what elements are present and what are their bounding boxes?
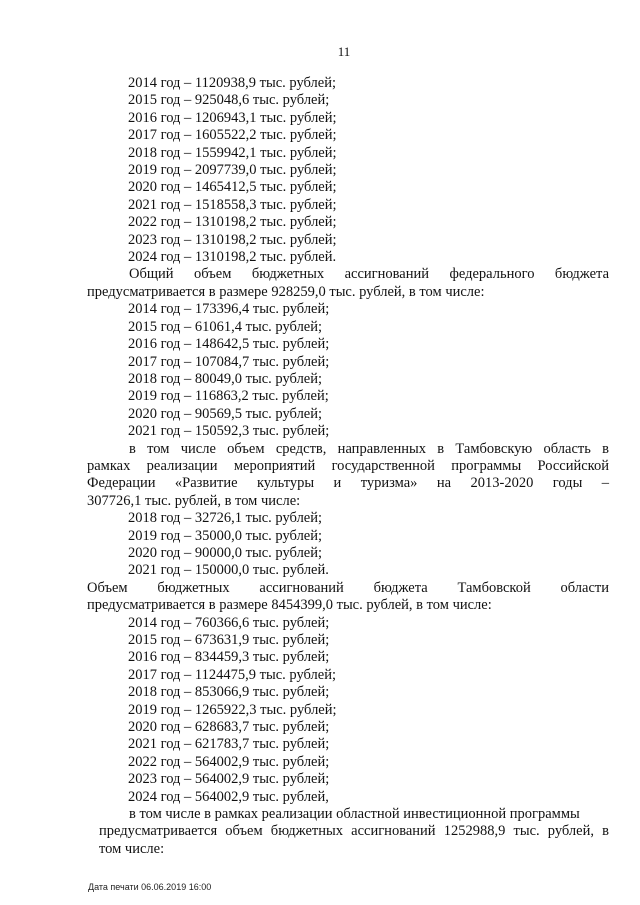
list-item: 2023 год – 1310198,2 тыс. рублей; bbox=[128, 231, 337, 248]
list-item: 2019 год – 1265922,3 тыс. рублей; bbox=[128, 701, 337, 718]
list-item: 2020 год – 90569,5 тыс. рублей; bbox=[128, 405, 323, 422]
list-item: 2017 год – 107084,7 тыс. рублей; bbox=[128, 353, 330, 370]
tambov-transfer-paragraph bbox=[86, 441, 609, 511]
list-item: 2015 год – 673631,9 тыс. рублей; bbox=[128, 632, 330, 648]
paragraph-line: рамках реализации мероприятий государственной программы Российской bbox=[87, 457, 609, 474]
list-item: 2018 год – 80049,0 тыс. рублей; bbox=[128, 370, 323, 387]
list-item: 2020 год – 90000,0 тыс. рублей; bbox=[128, 544, 323, 561]
list-item: 2014 год – 173396,4 тыс. рублей; bbox=[128, 301, 330, 318]
paragraph-line: Федерации «Развитие культуры и туризма» на 2013-2020 годы – bbox=[87, 475, 609, 492]
tambov-transfer-list bbox=[128, 510, 605, 580]
list-item: 2016 год – 1206943,1 тыс. рублей; bbox=[128, 109, 337, 126]
paragraph-line: Общий объем бюджетных ассигнований федерального бюджета bbox=[129, 266, 609, 283]
list-item: 2022 год – 564002,9 тыс. рублей; bbox=[128, 753, 330, 770]
federal-funding-list bbox=[128, 301, 605, 440]
list-item: 2019 год – 35000,0 тыс. рублей; bbox=[128, 527, 323, 544]
list-item: 2020 год – 1465412,5 тыс. рублей; bbox=[128, 179, 337, 196]
document-body bbox=[87, 75, 609, 858]
paragraph-line: том числе: bbox=[99, 840, 165, 857]
page-number: 11 bbox=[337, 44, 351, 59]
list-item: 2017 год – 1124475,9 тыс. рублей; bbox=[128, 666, 336, 683]
paragraph-line: предусматривается объем бюджетных ассигнований 1252988,9 тыс. рублей, в bbox=[99, 823, 609, 840]
list-item: 2015 год – 925048,6 тыс. рублей; bbox=[128, 92, 330, 109]
list-item: 2018 год – 32726,1 тыс. рублей; bbox=[128, 510, 323, 527]
list-item: 2016 год – 834459,3 тыс. рублей; bbox=[128, 649, 330, 666]
list-item: 2014 год – 1120938,9 тыс. рублей; bbox=[128, 75, 336, 91]
print-date-footer: Дата печати 06.06.2019 16:00 bbox=[88, 882, 212, 892]
federal-budget-paragraph bbox=[86, 266, 609, 301]
regional-budget-paragraph bbox=[86, 580, 609, 615]
list-item: 2017 год – 1605522,2 тыс. рублей; bbox=[128, 127, 337, 144]
list-item: 2023 год – 564002,9 тыс. рублей; bbox=[128, 771, 330, 788]
total-funding-list bbox=[128, 75, 605, 266]
list-item: 2018 год – 1559942,1 тыс. рублей; bbox=[128, 144, 337, 161]
list-item: 2024 год – 1310198,2 тыс. рублей. bbox=[128, 249, 337, 266]
paragraph-line: предусматривается в размере 928259,0 тыс. рублей, в том числе: bbox=[87, 283, 485, 300]
list-item: 2022 год – 1310198,2 тыс. рублей; bbox=[128, 214, 337, 231]
regional-funding-list bbox=[128, 615, 605, 806]
list-item: 2021 год – 150592,3 тыс. рублей; bbox=[128, 423, 330, 440]
list-item: 2014 год – 760366,6 тыс. рублей; bbox=[128, 614, 330, 631]
list-item: 2015 год – 61061,4 тыс. рублей; bbox=[128, 318, 323, 335]
list-item: 2021 год – 621783,7 тыс. рублей; bbox=[128, 736, 330, 753]
list-item: 2021 год – 1518558,3 тыс. рублей; bbox=[128, 196, 337, 213]
investment-program-paragraph bbox=[98, 806, 609, 858]
paragraph-line: в том числе в рамках реализации областной инвестиционной программы bbox=[129, 806, 580, 823]
paragraph-line: в том числе объем средств, направленных в Тамбовскую область в bbox=[129, 440, 609, 457]
list-item: 2021 год – 150000,0 тыс. рублей. bbox=[128, 562, 329, 579]
list-item: 2024 год – 564002,9 тыс. рублей, bbox=[128, 788, 329, 805]
paragraph-line: 307726,1 тыс. рублей, в том числе: bbox=[87, 492, 301, 509]
list-item: 2018 год – 853066,9 тыс. рублей; bbox=[128, 684, 330, 701]
list-item: 2020 год – 628683,7 тыс. рублей; bbox=[128, 719, 330, 736]
paragraph-line: предусматривается в размере 8454399,0 тыс. рублей, в том числе: bbox=[87, 597, 492, 614]
list-item: 2019 год – 2097739,0 тыс. рублей; bbox=[128, 162, 337, 179]
paragraph-line: Объем бюджетных ассигнований бюджета Тамбовской области bbox=[87, 579, 609, 596]
list-item: 2019 год – 116863,2 тыс. рублей; bbox=[128, 388, 329, 405]
list-item: 2016 год – 148642,5 тыс. рублей; bbox=[128, 336, 330, 353]
